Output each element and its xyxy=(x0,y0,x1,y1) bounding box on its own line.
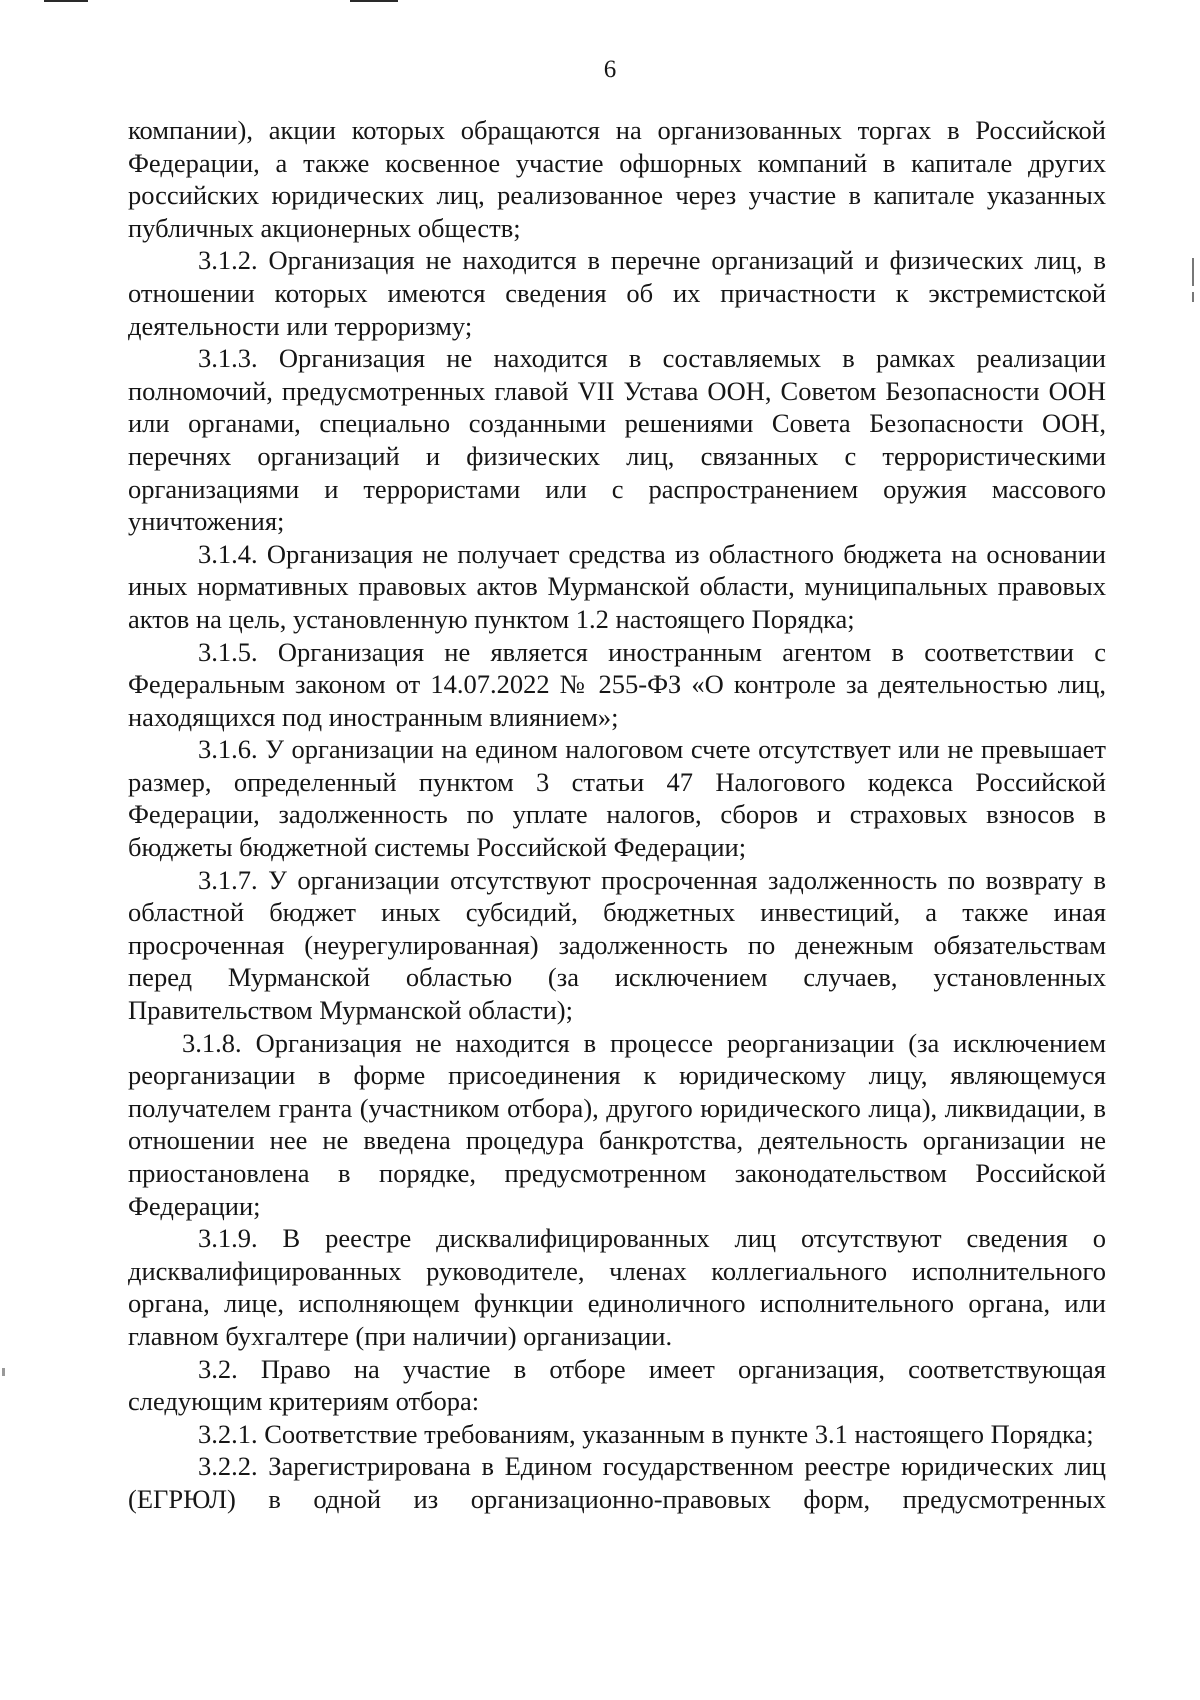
clause-3-1-5: 3.1.5. Организация не является иностранным агентом в соответствии с Федеральным законом от 14.07.2022 № 255-ФЗ «О контроле за деятельностью лиц, находящихся под иностранным влиянием»; xyxy=(128,636,1106,732)
clause-3-2-1: 3.2.1. Соответствие требованиям, указанным в пункте 3.1 настоящего Порядка; xyxy=(198,1418,1094,1449)
clause-3-1-3: 3.1.3. Организация не находится в составляемых в рамках реализации полномочий, предусмотренных главой VII Устава ООН, Советом Безопасности ООН или органами, специально созданными решениями Совета Безопасности ООН, перечнях организаций и физических лиц, связанных с террористическими организациями и террористами или с распространением оружия массового уничтожения; xyxy=(128,343,1106,537)
clause-3-2: 3.2. Право на участие в отборе имеет организация, соответствующая следующим критериям отбора: xyxy=(128,1353,1106,1417)
paragraph-continuation: компании), акции которых обращаются на организованных торгах в Российской Федерации, а также косвенное участие офшорных компаний в капитале других российских юридических лиц, реализованное через участие в капитале указанных публичных акционерных обществ; xyxy=(128,115,1106,243)
page-number: 6 xyxy=(603,56,617,83)
scan-edge-mark xyxy=(1192,258,1194,286)
clause-3-1-8: 3.1.8. Организация не находится в процессе реорганизации (за исключением реорганизации в форме присоединения к юридическому лицу, являющемуся получателем гранта (участником отбора), другого юридического лица), ликвидации, в отношении нее не введена процедура банкротства, деятельность организации не приостановлена в порядке, предусмотренном законодательством Российской Федерации; xyxy=(128,1027,1106,1221)
scan-edge-mark xyxy=(2,1368,5,1376)
clause-3-1-2: 3.1.2. Организация не находится в перечне организаций и физических лиц, в отношении которых имеются сведения об их причастности к экстремистской деятельности или терроризму; xyxy=(128,245,1106,341)
clause-3-1-9: 3.1.9. В реестре дисквалифицированных лиц отсутствуют сведения о дисквалифицированных руководителе, членах коллегиального исполнительного органа, лице, исполняющем функции единоличного исполнительного органа, или главном бухгалтере (при наличии) организации. xyxy=(128,1223,1106,1351)
clause-3-1-4: 3.1.4. Организация не получает средства из областного бюджета на основании иных нормативных правовых актов Мурманской области, муниципальных правовых актов на цель, установленную пунктом 1.2 настоящего Порядка; xyxy=(128,538,1106,634)
clause-3-2-2: 3.2.2. Зарегистрирована в Едином государственном реестре юридических лиц (ЕГРЮЛ) в одной из организационно-правовых форм, предусмотренных xyxy=(128,1451,1106,1514)
scan-edge-mark xyxy=(350,0,398,2)
scan-edge-mark xyxy=(1192,292,1194,302)
clause-3-1-7: 3.1.7. У организации отсутствуют просроченная задолженность по возврату в областной бюджет иных субсидий, бюджетных инвестиций, а также иная просроченная (неурегулированная) задолженность по денежным обязательствам перед Мурманской областью (за исключением случаев, установленных Правительством Мурманской области); xyxy=(128,864,1106,1026)
clause-3-1-6: 3.1.6. У организации на едином налоговом счете отсутствует или не превышает размер, определенный пунктом 3 статьи 47 Налогового кодекса Российской Федерации, задолженность по уплате налогов, сборов и страховых взносов в бюджеты бюджетной системы Российской Федерации; xyxy=(128,734,1106,863)
scan-edge-mark xyxy=(44,0,88,2)
document-body xyxy=(128,114,1106,1516)
